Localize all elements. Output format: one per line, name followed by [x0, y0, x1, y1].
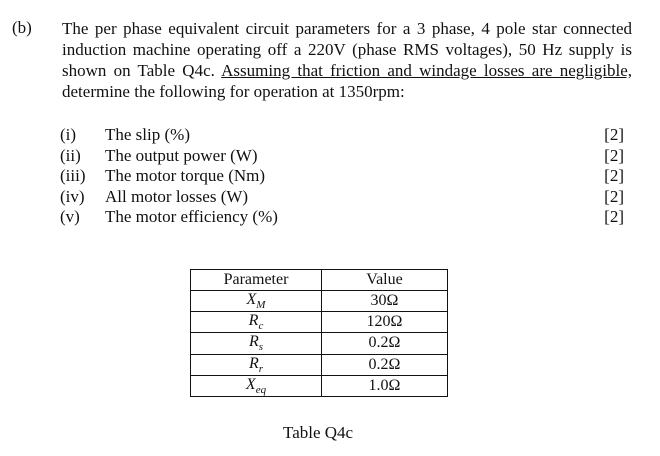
parameter-subscript: r — [258, 362, 264, 375]
part-label: (b) — [12, 18, 32, 37]
parameter-symbol: R — [248, 333, 259, 351]
sub-question — [60, 166, 630, 187]
sub-question — [60, 146, 630, 167]
sub-question-marks: [2] — [604, 125, 624, 144]
value-cell: 0.2Ω — [322, 354, 448, 375]
parameter-cell — [191, 291, 322, 312]
sub-question-number: (i) — [60, 125, 77, 144]
value-cell: 1.0Ω — [322, 375, 448, 396]
column-header-parameter: Parameter — [191, 270, 322, 291]
parameter-cell — [191, 312, 322, 333]
parameter-table — [190, 269, 448, 397]
sub-question-marks: [2] — [604, 207, 624, 226]
sub-question-marks: [2] — [604, 145, 624, 165]
sub-question-number: (ii) — [60, 145, 81, 165]
question-intro: The per phase equivalent circuit parameters for a 3 phase, 4 pole star connected induction machine operating off a 220V (phase RMS voltages), 50 Hz supply is shown on Table Q4c. — [62, 19, 632, 80]
value-cell: 0.2Ω — [322, 333, 448, 354]
sub-question — [60, 187, 630, 208]
sub-question-text: The motor torque (Nm) — [105, 166, 266, 185]
parameter-subscript: c — [258, 320, 264, 333]
table-row — [191, 375, 448, 396]
question-paragraph — [62, 18, 632, 102]
parameter-cell — [191, 333, 322, 354]
question-underlined-clause: Assuming that friction and windage losses are negligible, — [221, 61, 632, 80]
value-cell: 30Ω — [322, 291, 448, 312]
parameter-symbol: R — [248, 312, 259, 330]
sub-question-marks: [2] — [604, 166, 624, 185]
table-caption: Table Q4c — [283, 423, 354, 442]
parameter-subscript: M — [256, 299, 266, 312]
column-header-value: Value — [322, 270, 448, 291]
parameter-cell — [191, 354, 322, 375]
sub-question — [60, 207, 630, 228]
sub-question-text: The output power (W) — [105, 145, 258, 165]
parameter-subscript: s — [258, 341, 264, 354]
sub-question-marks: [2] — [604, 186, 624, 206]
sub-question-text: The motor efficiency (%) — [105, 207, 278, 226]
parameter-subscript: eq — [255, 383, 267, 396]
sub-question-text: All motor losses (W) — [105, 186, 249, 206]
sub-question-number: (v) — [60, 207, 80, 226]
sub-question-list — [60, 125, 630, 228]
sub-question-number: (iv) — [60, 186, 85, 206]
sub-question — [60, 125, 630, 146]
sub-question-text: The slip (%) — [105, 125, 190, 144]
table-row — [191, 291, 448, 312]
parameter-symbol: X — [246, 291, 257, 308]
table-row — [191, 312, 448, 333]
table-row — [191, 354, 448, 375]
question-outro: determine the following for operation at 1350rpm: — [62, 82, 405, 101]
parameter-symbol: X — [245, 375, 256, 393]
sub-question-number: (iii) — [60, 166, 86, 185]
table-header-row — [191, 270, 448, 291]
value-cell: 120Ω — [322, 312, 448, 333]
table-row — [191, 333, 448, 354]
parameter-symbol: R — [248, 354, 259, 372]
parameter-cell — [191, 375, 322, 396]
